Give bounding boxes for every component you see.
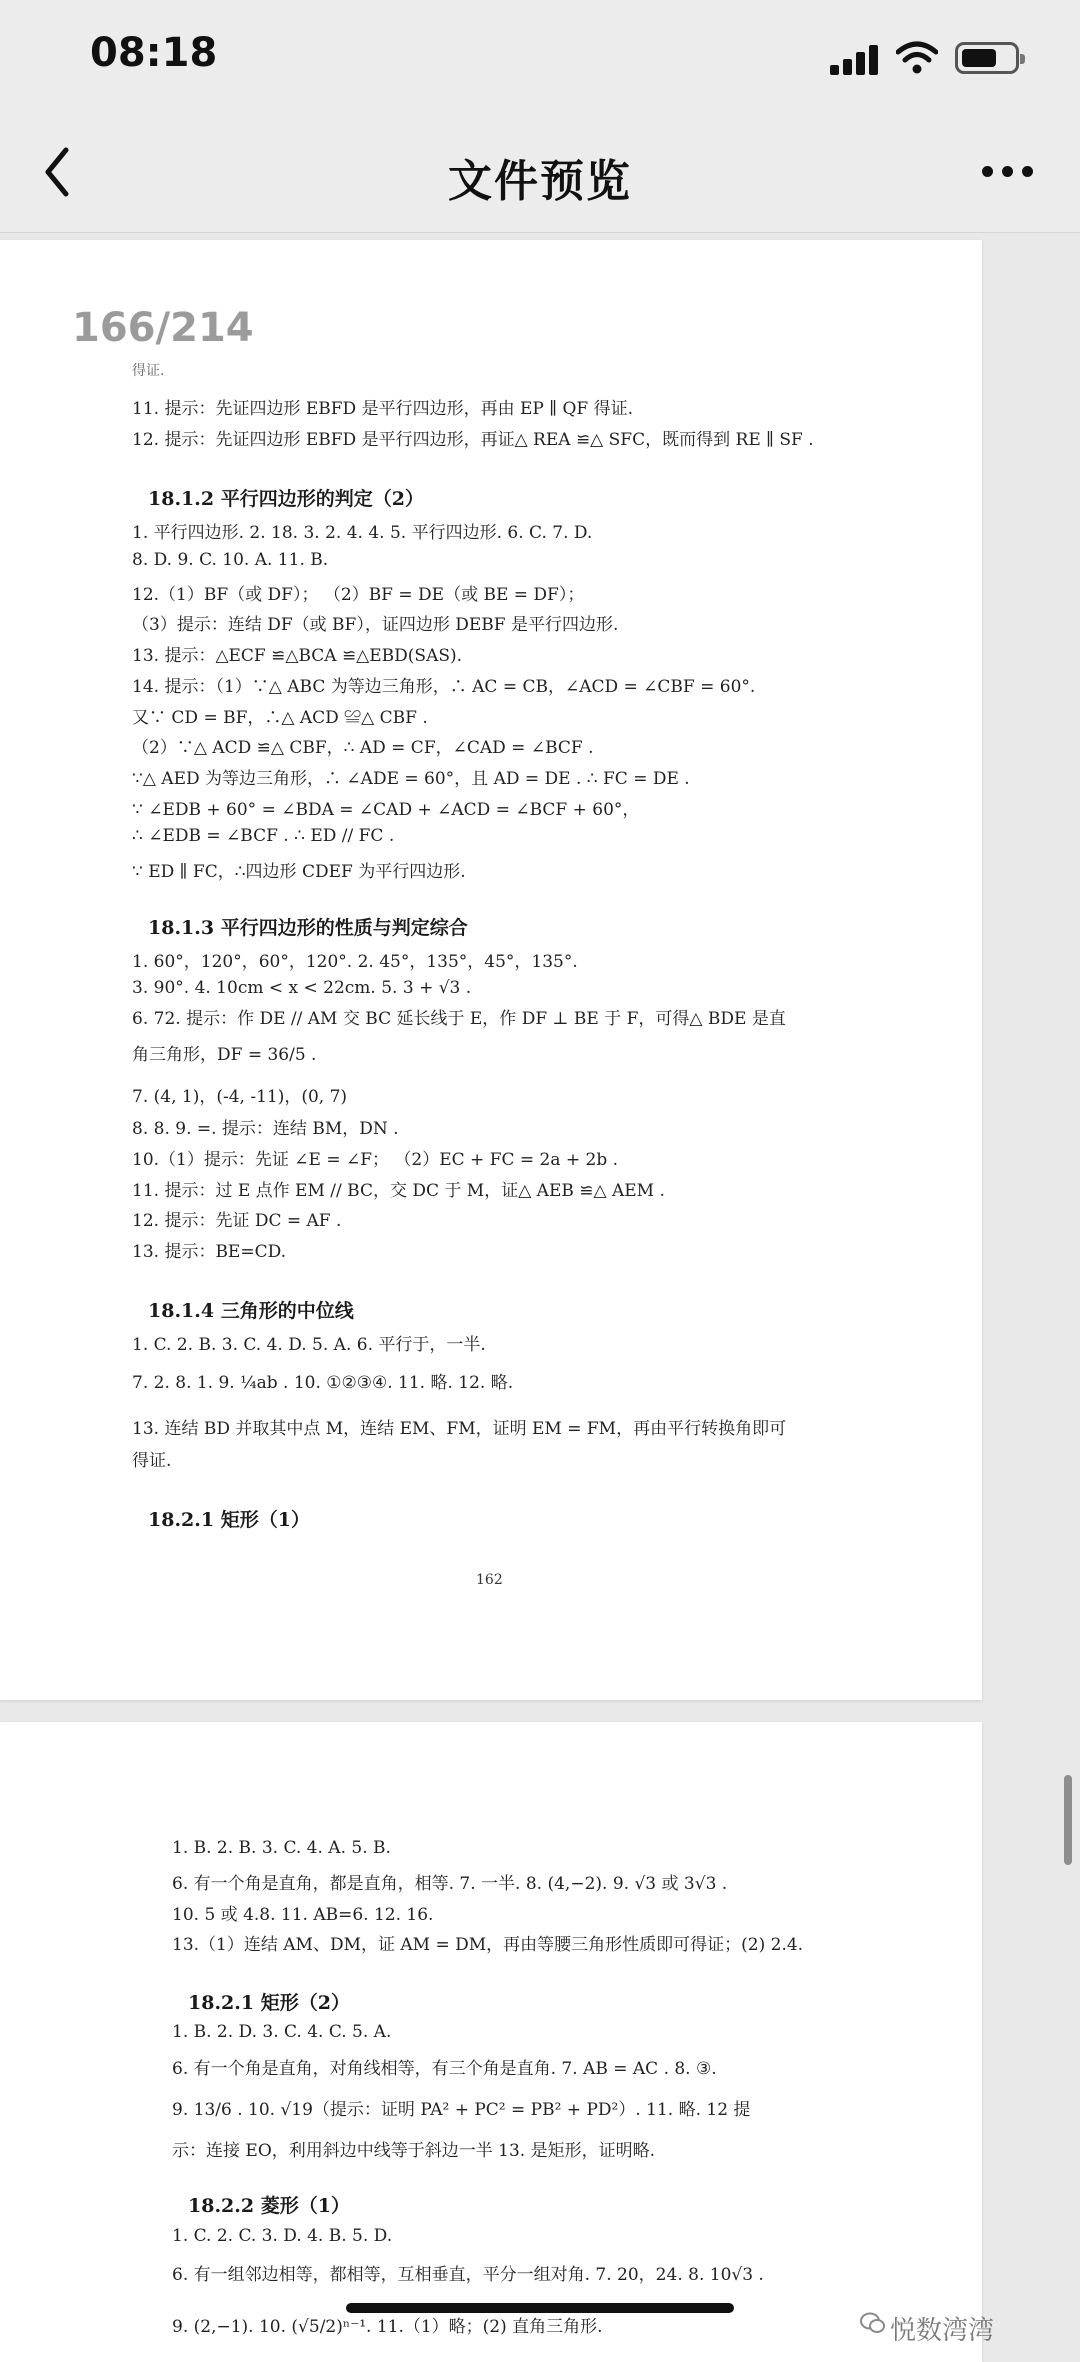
text-line: ∴ ∠EDB = ∠BCF . ∴ ED // FC .: [132, 826, 395, 846]
text-line: 8. 8. 9. =. 提示：连结 BM，DN .: [132, 1119, 399, 1139]
page-number: 162: [476, 1572, 503, 1588]
text-line: 8. D. 9. C. 10. A. 11. B.: [132, 550, 329, 570]
text-line: 示：连接 EO，利用斜边中线等于斜边一半 13. 是矩形，证明略.: [172, 2141, 655, 2161]
page-indicator: 166/214: [72, 305, 254, 351]
text-line: 13. 连结 BD 并取其中点 M，连结 EM、FM，证明 EM = FM，再由平行转换角即可: [132, 1419, 787, 1439]
text-line: 7. (4, 1)，(-4, -11)，(0, 7): [132, 1087, 348, 1107]
page-title: 文件预览: [448, 156, 632, 207]
text-line: 1. 平行四边形. 2. 18. 3. 2. 4. 4. 5. 平行四边形. 6. C. 7. D.: [132, 523, 593, 543]
cellular-signal-icon: [830, 45, 882, 75]
text-line: ∵ ED ∥ FC，∴四边形 CDEF 为平行四边形.: [132, 862, 466, 882]
section-heading: 18.1.3 平行四边形的性质与判定综合: [148, 917, 468, 939]
text-line: 12.（1）BF（或 DF）； （2）BF = DE（或 BE = DF）；: [132, 585, 585, 605]
wifi-icon: [896, 40, 938, 76]
text-line: 12. 提示：先证四边形 EBFD 是平行四边形，再证△ REA ≌△ SFC，既而得到 RE ∥ SF .: [132, 430, 814, 450]
text-line: 10.（1）提示：先证 ∠E = ∠F； （2）EC + FC = 2a + 2b .: [132, 1150, 619, 1170]
watermark: 悦数湾湾: [890, 2316, 995, 2346]
section-heading: 18.2.1 矩形（2）: [188, 1992, 350, 2014]
text-line: 6. 有一个角是直角，对角线相等，有三个角是直角. 7. AB = AC . 8. ③.: [172, 2059, 717, 2079]
wechat-icon: [860, 2310, 886, 2336]
scrollbar-thumb[interactable]: [1064, 1775, 1072, 1865]
text-line: 9. (2,−1). 10. (√5/2)ⁿ⁻¹. 11.（1）略；(2) 直角三角形.: [172, 2317, 603, 2337]
text-line: 14. 提示：（1）∵△ ABC 为等边三角形，∴ AC = CB，∠ACD = ∠CBF = 60°.: [132, 677, 756, 697]
text-line: 角三角形，DF = 36/5 .: [132, 1045, 317, 1065]
status-time: 08:18: [90, 30, 218, 76]
section-heading: 18.2.2 菱形（1）: [188, 2195, 350, 2217]
text-line: 7. 2. 8. 1. 9. ¼ab . 10. ①②③④. 11. 略. 12. 略.: [132, 1373, 514, 1393]
text-line: 13.（1）连结 AM、DM，证 AM = DM，再由等腰三角形性质即可得证；(2) 2.4.: [172, 1935, 804, 1955]
text-line: 9. 13/6 . 10. √19（提示：证明 PA² + PC² = PB² + PD²）. 11. 略. 12 提: [172, 2100, 751, 2120]
battery-icon: [955, 42, 1019, 74]
section-heading: 18.1.4 三角形的中位线: [148, 1300, 354, 1322]
text-line: ∵△ AED 为等边三角形，∴ ∠ADE = 60°，且 AD = DE . ∴ FC = DE .: [132, 769, 690, 789]
text-line: 10. 5 或 4.8. 11. AB=6. 12. 16.: [172, 1905, 434, 1925]
more-button[interactable]: [982, 166, 1034, 180]
text-line: 得证.: [132, 363, 165, 379]
section-heading: 18.2.1 矩形（1）: [148, 1509, 310, 1531]
text-line: 6. 有一个角是直角，都是直角，相等. 7. 一半. 8. (4,−2). 9. √3 或 3√3 .: [172, 1874, 728, 1894]
text-line: 1. C. 2. B. 3. C. 4. D. 5. A. 6. 平行于，一半.: [132, 1335, 486, 1355]
text-line: 得证.: [132, 1451, 172, 1471]
text-line: 1. B. 2. D. 3. C. 4. C. 5. A.: [172, 2022, 392, 2042]
text-line: （2）∵△ ACD ≌△ CBF，∴ AD = CF，∠CAD = ∠BCF .: [132, 738, 594, 758]
top-bar: [0, 0, 1080, 233]
section-heading: 18.1.2 平行四边形的判定（2）: [148, 488, 424, 510]
text-line: 6. 72. 提示：作 DE // AM 交 BC 延长线于 E，作 DF ⊥ BE 于 F，可得△ BDE 是直: [132, 1009, 786, 1029]
text-line: 12. 提示：先证 DC = AF .: [132, 1211, 342, 1231]
text-line: 1. C. 2. C. 3. D. 4. B. 5. D.: [172, 2226, 393, 2246]
text-line: 6. 有一组邻边相等，都相等，互相垂直，平分一组对角. 7. 20，24. 8. 10√3 .: [172, 2265, 764, 2285]
text-line: 13. 提示：BE=CD.: [132, 1242, 287, 1262]
text-line: ∵ ∠EDB + 60° = ∠BDA = ∠CAD + ∠ACD = ∠BCF + 60°，: [132, 800, 640, 820]
text-line: 又∵ CD = BF，∴△ ACD ≌△ CBF .: [132, 708, 428, 728]
text-line: 1. B. 2. B. 3. C. 4. A. 5. B.: [172, 1838, 391, 1858]
text-line: 11. 提示：先证四边形 EBFD 是平行四边形，再由 EP ∥ QF 得证.: [132, 399, 634, 419]
text-line: 13. 提示：△ECF ≌△BCA ≌△EBD(SAS).: [132, 646, 463, 666]
text-line: 3. 90°. 4. 10cm < x < 22cm. 5. 3 + √3 .: [132, 978, 472, 998]
home-indicator[interactable]: [346, 2303, 734, 2313]
text-line: 1. 60°，120°，60°，120°. 2. 45°，135°，45°，135°.: [132, 952, 578, 972]
text-line: （3）提示：连结 DF（或 BF），证四边形 DEBF 是平行四边形.: [132, 615, 619, 635]
text-line: 11. 提示：过 E 点作 EM // BC，交 DC 于 M，证△ AEB ≌△ AEM .: [132, 1181, 665, 1201]
